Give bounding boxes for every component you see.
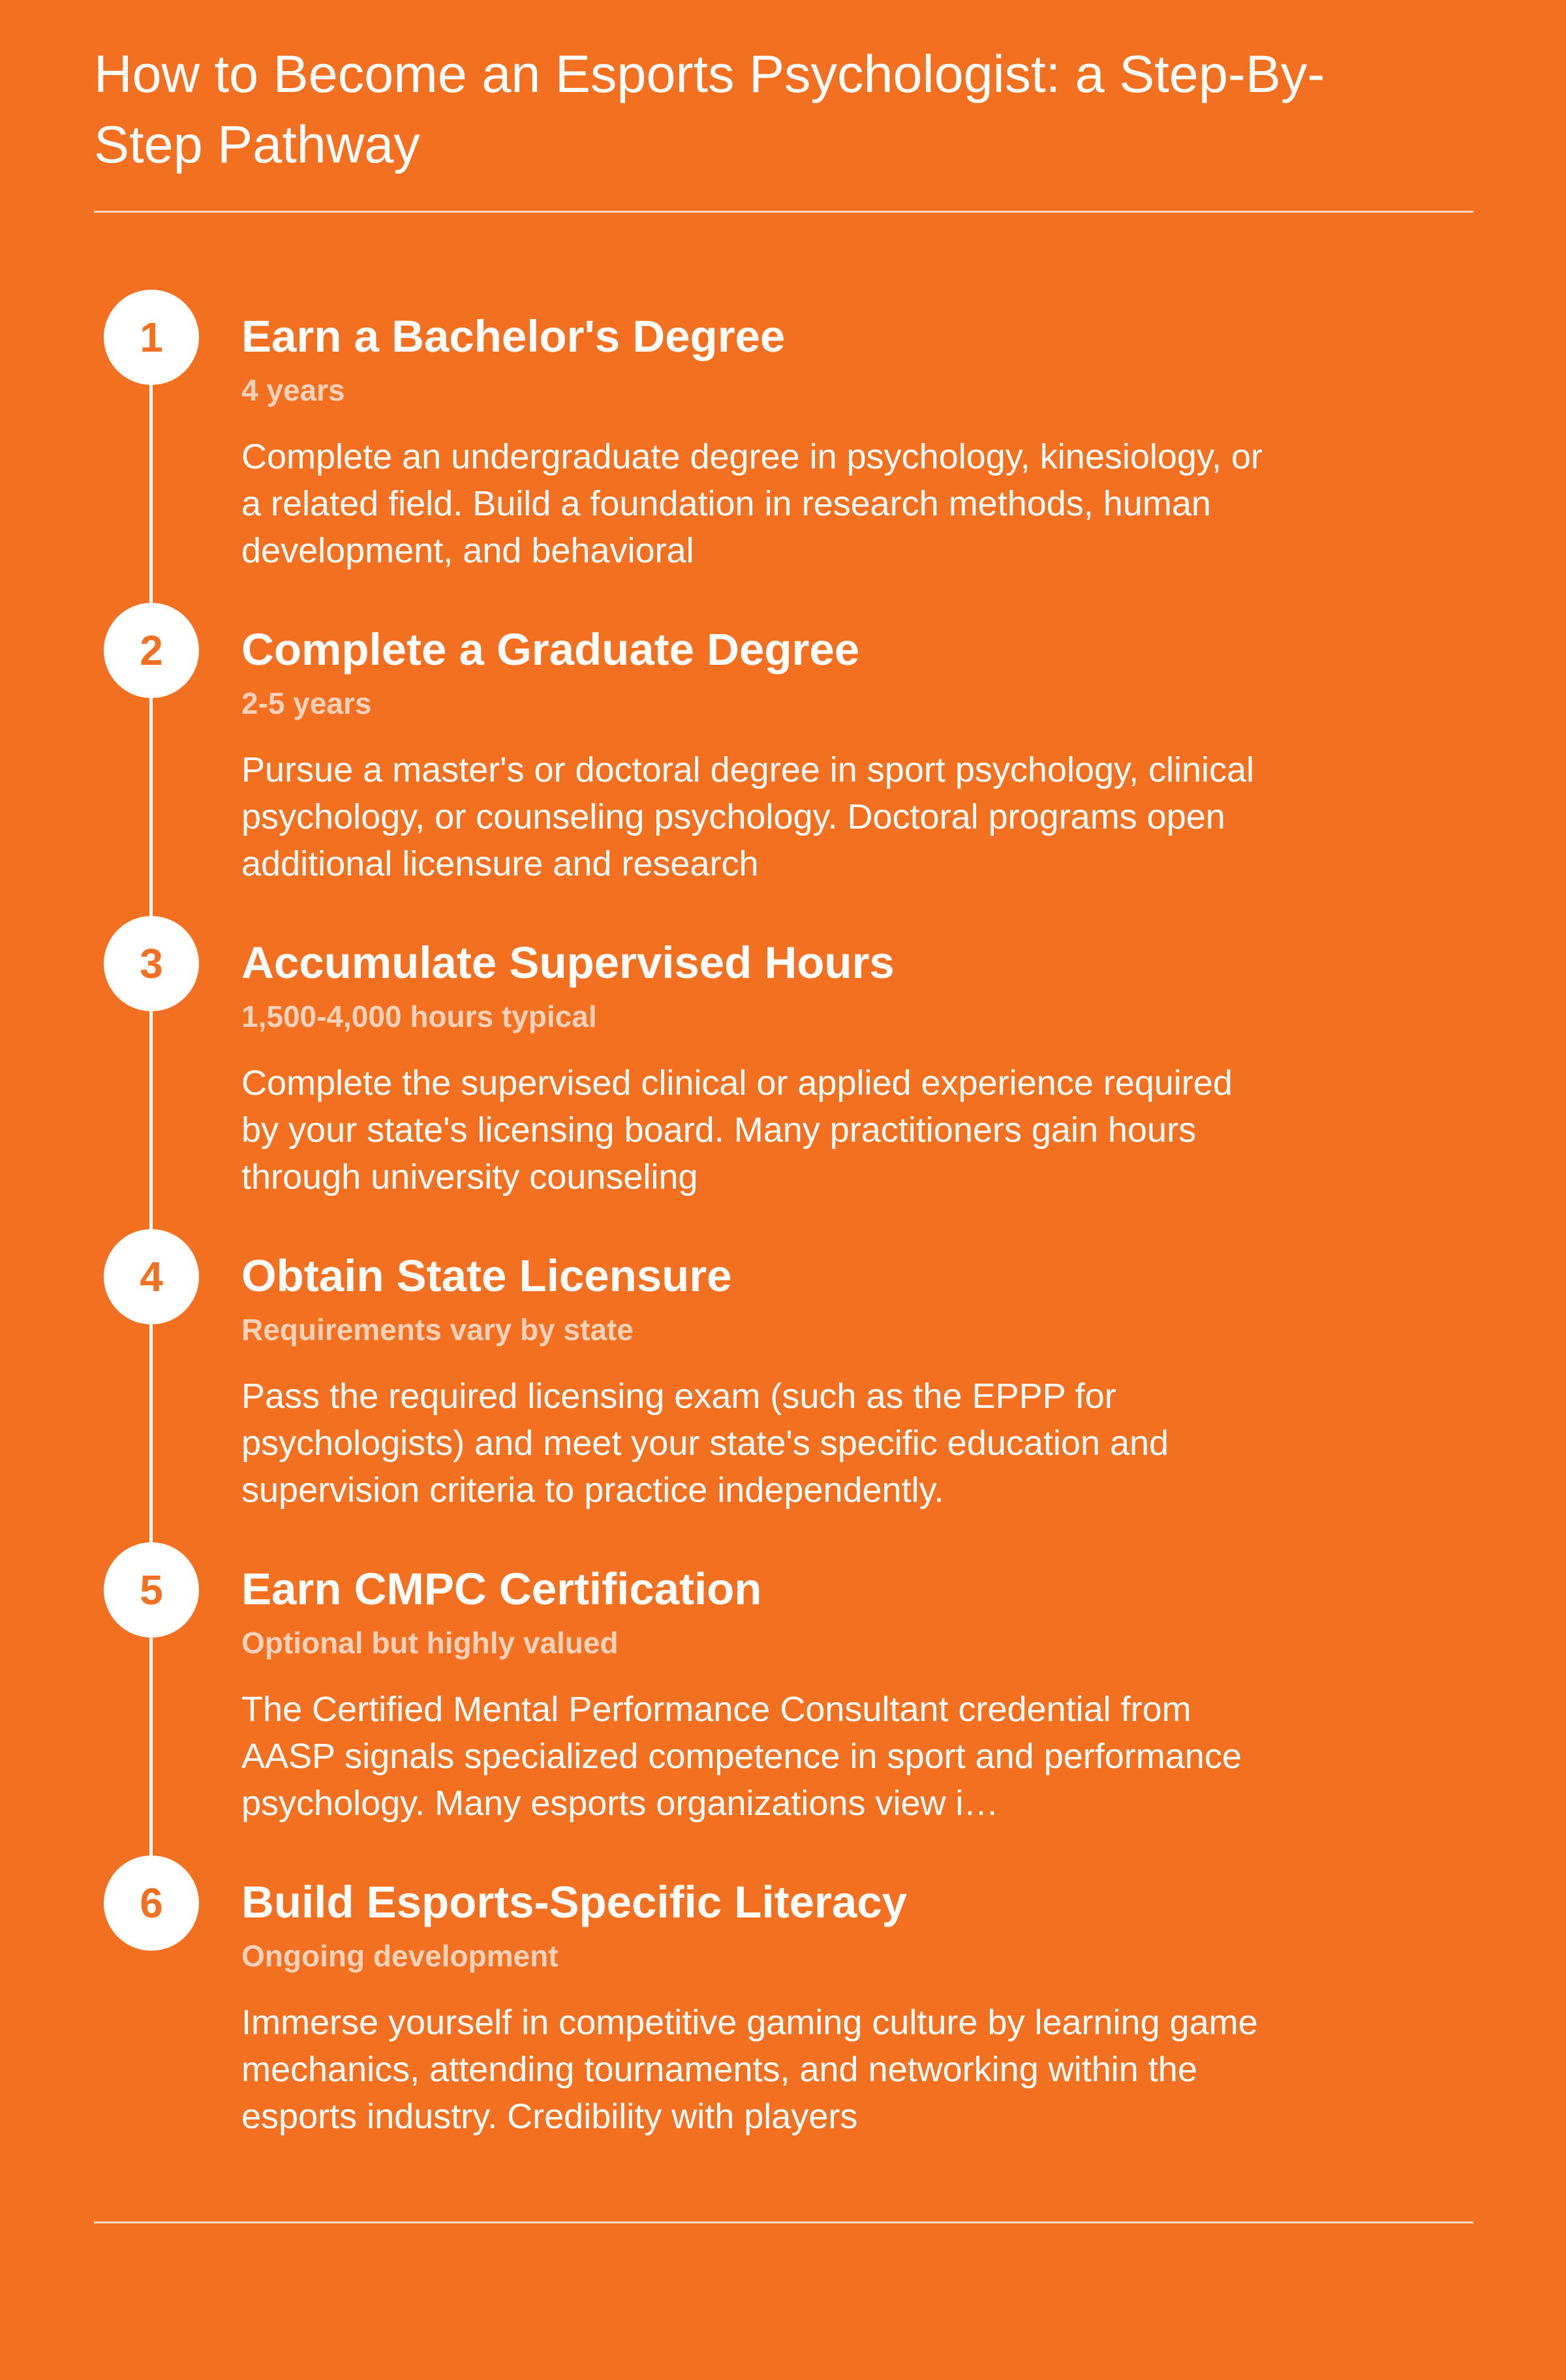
step-number-badge: 6 bbox=[104, 1855, 199, 1951]
step-description: Complete the supervised clinical or applied experience required by your state's licensing board. Many practitioners gain hours through university counseling bbox=[241, 1063, 1233, 1197]
step-4 bbox=[0, 1229, 1566, 1542]
step-description: Complete an undergraduate degree in psychology, kinesiology, or a related field. Build a foundation in research methods, human development, and behavioral bbox=[241, 437, 1263, 570]
step-duration: Optional but highly valued bbox=[241, 1626, 619, 1660]
step-duration: 4 years bbox=[241, 373, 345, 407]
step-number-badge: 4 bbox=[104, 1229, 199, 1324]
step-3 bbox=[0, 916, 1566, 1229]
step-title: Earn a Bachelor's Degree bbox=[241, 311, 786, 361]
step-duration: 1,500-4,000 hours typical bbox=[241, 999, 597, 1033]
step-1 bbox=[0, 290, 1566, 603]
step-description: The Certified Mental Performance Consultant credential from AASP signals specialized competence in sport and performance psychology. Many esports organizations view i… bbox=[241, 1690, 1242, 1823]
step-title: Earn CMPC Certification bbox=[241, 1564, 762, 1614]
step-number-badge: 1 bbox=[104, 290, 199, 385]
step-number-badge: 5 bbox=[104, 1542, 199, 1638]
step-6 bbox=[0, 1855, 1566, 2169]
step-5 bbox=[0, 1542, 1566, 1855]
step-title: Complete a Graduate Degree bbox=[241, 624, 860, 675]
step-duration: Requirements vary by state bbox=[241, 1313, 634, 1347]
bottom-divider bbox=[94, 2221, 1473, 2223]
step-number-badge: 3 bbox=[104, 916, 199, 1011]
step-2 bbox=[0, 603, 1566, 916]
step-duration: 2-5 years bbox=[241, 686, 372, 720]
step-number-badge: 2 bbox=[104, 603, 199, 698]
step-title: Obtain State Licensure bbox=[241, 1251, 732, 1301]
step-duration: Ongoing development bbox=[241, 1939, 559, 1973]
step-description: Immerse yourself in competitive gaming culture by learning game mechanics, attending tournaments, and networking within the esports industry. Credibility with players bbox=[241, 2003, 1258, 2136]
page-title: How to Become an Esports Psychologist: a Step-By-Step Pathway bbox=[94, 45, 1325, 174]
step-title: Accumulate Supervised Hours bbox=[241, 938, 895, 988]
step-title: Build Esports-Specific Literacy bbox=[241, 1877, 907, 1927]
step-description: Pass the required licensing exam (such as the EPPP for psychologists) and meet your state's specific education and supervision criteria to practice independently. bbox=[241, 1377, 1169, 1510]
step-description: Pursue a master's or doctoral degree in sport psychology, clinical psychology, or counseling psychology. Doctoral programs open additional licensure and research bbox=[241, 750, 1255, 883]
